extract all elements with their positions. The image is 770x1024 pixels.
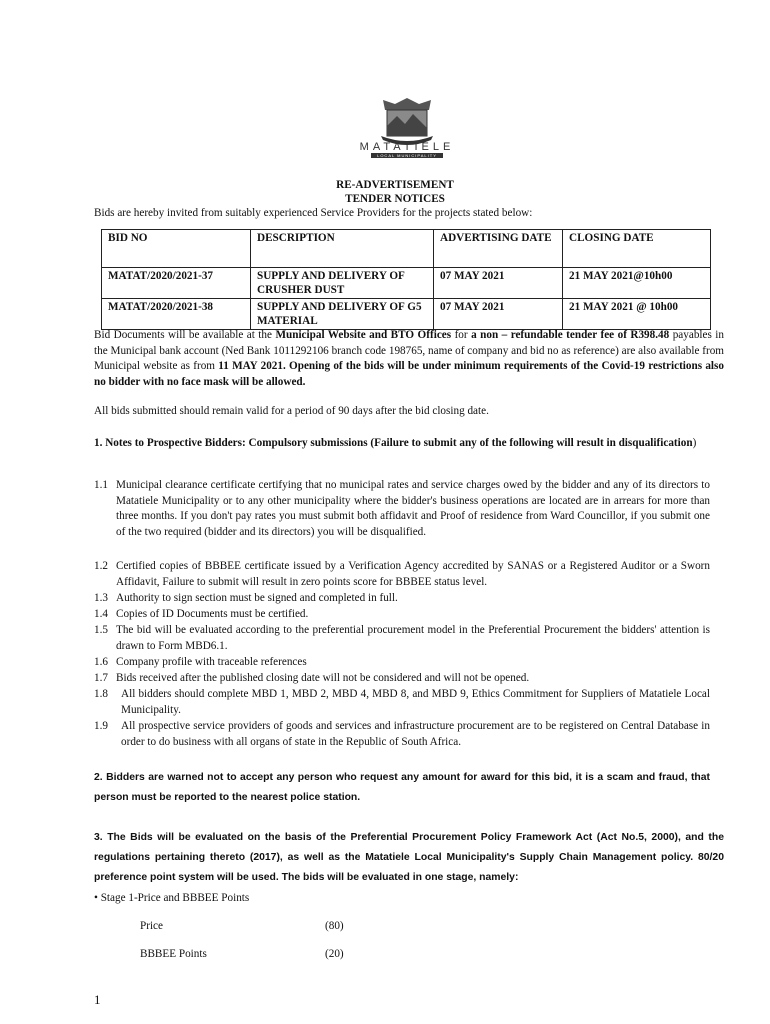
table-row — [102, 299, 711, 330]
list-item — [94, 559, 710, 590]
page-number: 1 — [94, 992, 101, 1007]
header-description: DESCRIPTION — [251, 230, 434, 268]
item-number: 1.9 — [94, 720, 108, 732]
item-number: 1.7 — [94, 672, 108, 684]
list-item — [94, 655, 710, 671]
tender-table — [101, 229, 711, 330]
list-item — [94, 607, 710, 623]
header-closing-date: CLOSING DATE — [563, 230, 711, 268]
item-text: All prospective service providers of goods and services and infrastructure procurement are to be registered on Central Database in order to do business with all organs of state in the Republic of South Africa. — [121, 720, 710, 748]
docs-text-4: a non – refundable tender fee of R398.48 — [471, 329, 670, 341]
section-3-evaluation: 3. The Bids will be evaluated on the basis of the Preferential Procurement Policy Framework Act (Act No.5, 2000), and the regulations pertaining thereto (2017), as well as the Matatiele Local Municipality's Supply Chain Management policy. 80/20 preference point system will be used. The bids will be evaluated in one stage, namely: — [94, 832, 724, 883]
logo-name: MATATIELE — [359, 141, 455, 153]
header-bid-no: BID NO — [102, 230, 251, 268]
stage-text: • Stage 1-Price and BBBEE Points — [94, 892, 250, 904]
section-1-title-text: 1. Notes to Prospective Bidders: Compulsory submissions (Failure to submit any of the following will result in disqualification — [94, 437, 693, 449]
closing-date-cell: 21 MAY 2021@10h00 — [563, 268, 711, 299]
intro-text: Bids are hereby invited from suitably experienced Service Providers for the projects stated below: — [94, 207, 533, 219]
item-number: 1.3 — [94, 592, 108, 604]
item-text: The bid will be evaluated according to the preferential procurement model in the Preferential Procurement the bidders' attention is drawn to Form MBD6.1. — [116, 624, 710, 652]
list-item — [94, 591, 710, 607]
section-2-warning: 2. Bidders are warned not to accept any person who request any amount for award for this bid, it is a scam and fraud, that person must be reported to the nearest police station. — [94, 772, 710, 803]
item-text: Certified copies of BBBEE certificate issued by a Verification Agency accredited by SANAS or a Registered Auditor or a Sworn Affidavit, Failure to submit will result in zero points score for BBBEE status level. — [116, 560, 710, 588]
list-item — [94, 478, 710, 540]
bid-documents-paragraph — [94, 328, 724, 390]
list-item — [94, 719, 710, 750]
item-number: 1.5 — [94, 624, 108, 636]
heading-readvertisement: RE-ADVERTISEMENT — [336, 179, 454, 191]
docs-text-6: 11 MAY 2021. Opening of the bids will be under minimum requirements of the Covid-19 restrictions also no bidder with no face mask will be allowed. — [94, 360, 724, 388]
validity-text: All bids submitted should remain valid for a period of 90 days after the bid closing date. — [94, 405, 489, 417]
item-text: Municipal clearance certificate certifying that no municipal rates and service charges owed by the bidder and any of its directors to Matatiele Municipality or to any other municipality where the bidder's business operations are located are in arrears for more than three months. If you don't pay rates you must submit both affidavit and Proof of residence from Ward Councillor, if you submit one of the two required (bidder and its directors) you will be disqualified. — [116, 479, 710, 538]
docs-text-2: Municipal Website and BTO Offices — [275, 329, 452, 341]
section-1-title — [94, 436, 724, 452]
list-item — [94, 623, 710, 654]
bid-no-cell: MATAT/2020/2021-37 — [102, 268, 251, 299]
points-label-bbbee: BBBEE Points — [140, 948, 207, 960]
bid-no-cell: MATAT/2020/2021-38 — [102, 299, 251, 330]
header-advertising-date: ADVERTISING DATE — [434, 230, 563, 268]
item-number: 1.6 — [94, 656, 108, 668]
logo-tagline: LOCAL MUNICIPALITY — [371, 153, 443, 158]
item-number: 1.4 — [94, 608, 108, 620]
heading-tender-notices: TENDER NOTICES — [345, 193, 445, 205]
item-text: Copies of ID Documents must be certified. — [116, 608, 309, 620]
points-value-bbbee: (20) — [325, 948, 344, 960]
item-text: Authority to sign section must be signed and completed in full. — [116, 592, 398, 604]
item-text: All bidders should complete MBD 1, MBD 2, MBD 4, MBD 8, and MBD 9, Ethics Commitment for Suppliers of Matatiele Local Municipality. — [121, 688, 710, 716]
item-number: 1.1 — [94, 479, 108, 491]
list-item — [94, 687, 710, 718]
table-row — [102, 268, 711, 299]
points-value-price: (80) — [325, 920, 344, 932]
section-1-title-end: ) — [692, 437, 697, 449]
table-header-row — [102, 230, 711, 268]
closing-date-cell: 21 MAY 2021 @ 10h00 — [563, 299, 711, 330]
item-number: 1.8 — [94, 688, 108, 700]
docs-text-1: Bid Documents will be available at the — [94, 329, 276, 341]
docs-text-5: payables in the Municipal bank account (Ned Bank 1011292106 branch code 198765, name of company and bid no as reference) are also available from Municipal website as from — [94, 329, 724, 372]
advertising-date-cell: 07 MAY 2021 — [434, 299, 563, 330]
description-cell: SUPPLY AND DELIVERY OF G5 MATERIAL — [251, 299, 434, 330]
list-item — [94, 671, 710, 687]
description-cell: SUPPLY AND DELIVERY OF CRUSHER DUST — [251, 268, 434, 299]
item-text: Bids received after the published closing date will not be considered and will not be opened. — [116, 672, 530, 684]
item-number: 1.2 — [94, 560, 108, 572]
points-label-price: Price — [140, 920, 163, 932]
advertising-date-cell: 07 MAY 2021 — [434, 268, 563, 299]
item-text: Company profile with traceable references — [116, 656, 307, 668]
docs-text-3: for — [451, 329, 472, 341]
